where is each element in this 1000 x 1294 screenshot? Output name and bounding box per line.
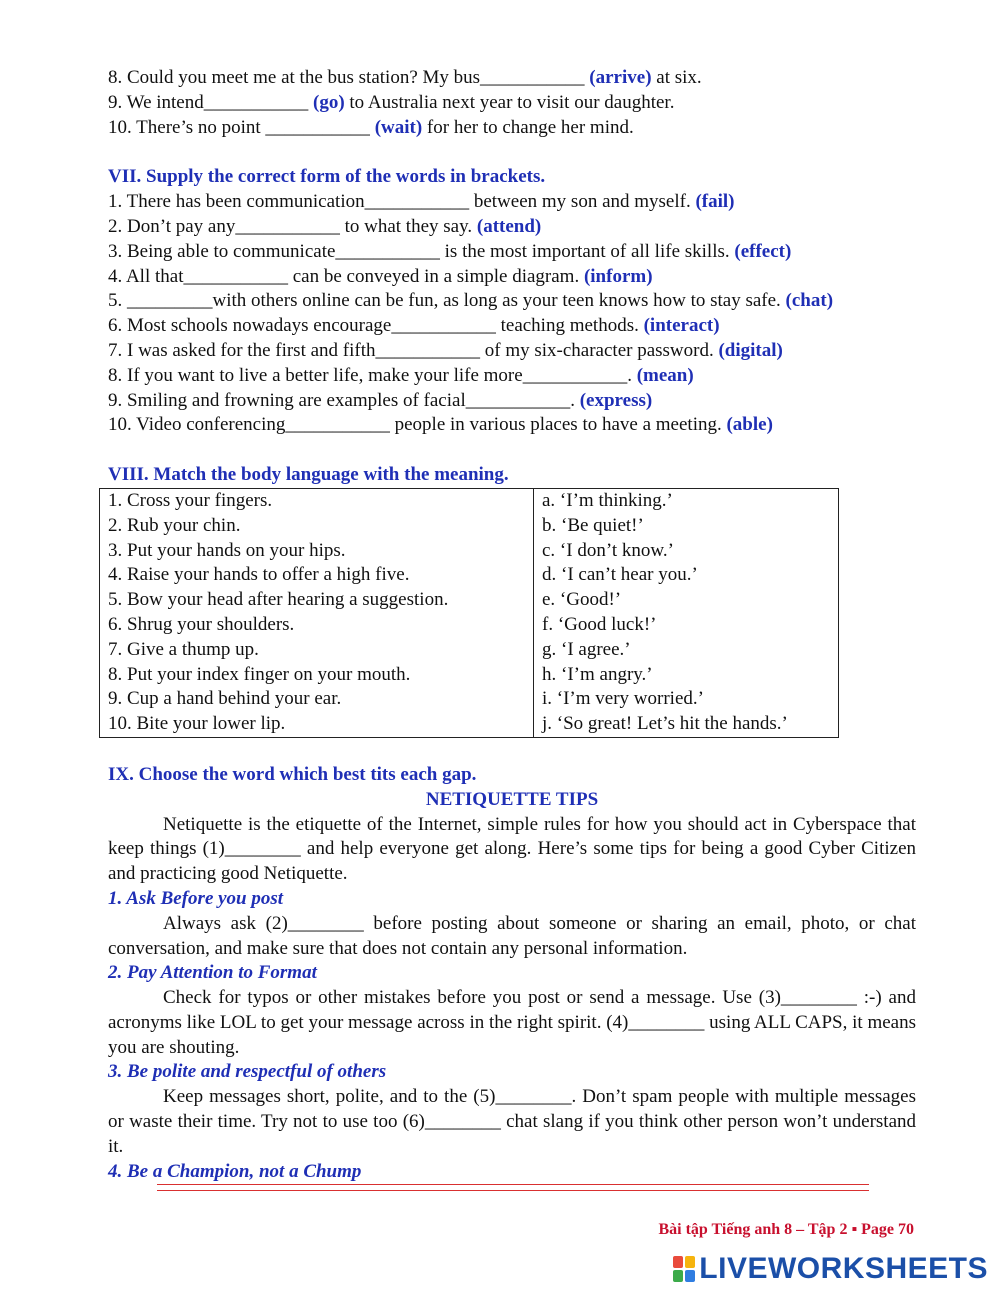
- exercise-line: 9. We intend___________ (go) to Australia next year to visit our daughter.: [108, 91, 675, 113]
- exercise-line: 7. I was asked for the first and fifth___________ of my six-character password. (digital): [108, 339, 783, 361]
- section-title: IX. Choose the word which best tits each gap.: [108, 763, 477, 785]
- meaning-item: e. ‘Good!’: [542, 589, 622, 611]
- body-language-item: 10. Bite your lower lip.: [108, 713, 286, 735]
- meaning-item: i. ‘I’m very worried.’: [542, 688, 704, 710]
- body-language-item: 3. Put your hands on your hips.: [108, 539, 346, 561]
- exercise-line: 9. Smiling and frowning are examples of facial___________. (express): [108, 389, 653, 411]
- tip-title: 2. Pay Attention to Format: [108, 962, 317, 984]
- page-footer: Bài tập Tiếng anh 8 – Tập 2 ▪ Page 70: [658, 1221, 914, 1238]
- body-language-item: 9. Cup a hand behind your ear.: [108, 688, 342, 710]
- passage-title: NETIQUETTE TIPS: [425, 788, 599, 810]
- section9: [108, 763, 916, 1185]
- passage-paragraph: Netiquette is the etiquette of the Internet, simple rules for how you should act in Cyberspace that keep things (1)________ and help everyone get along. Here’s some tips for being a good Cyber Citizen and practicing good Netiquette.: [108, 813, 916, 885]
- section6-tail: [108, 66, 916, 140]
- exercise-line: 1. There has been communication___________ between my son and myself. (fail): [108, 191, 735, 213]
- tip-title: 3. Be polite and respectful of others: [108, 1061, 387, 1083]
- section-title: VII. Supply the correct form of the words in brackets.: [108, 166, 546, 188]
- passage-paragraph: Keep messages short, polite, and to the (5)________. Don’t spam people with multiple messages or waste their time. Try not to use too (6)________ chat slang if you think other person won’t understand it.: [108, 1086, 916, 1157]
- page-separator: [157, 1184, 869, 1191]
- matching-table: [99, 488, 839, 738]
- body-language-column: [100, 488, 534, 737]
- exercise-line: 6. Most schools nowadays encourage___________ teaching methods. (interact): [108, 315, 720, 337]
- liveworksheets-icon: [673, 1256, 695, 1282]
- liveworksheets-logo[interactable]: [673, 1254, 988, 1284]
- passage-paragraph: Always ask (2)________ before posting about someone or sharing an email, photo, or chat conversation, and make sure that does not contain any personal information.: [108, 912, 916, 959]
- exercise-line: 10. There’s no point ___________ (wait) for her to change her mind.: [108, 116, 634, 138]
- meaning-column: [534, 488, 839, 737]
- meaning-item: a. ‘I’m thinking.’: [542, 489, 673, 511]
- meaning-item: h. ‘I’m angry.’: [542, 663, 653, 685]
- tip-title: 1. Ask Before you post: [108, 887, 284, 909]
- body-language-item: 1. Cross your fingers.: [108, 489, 273, 511]
- brand-name: LIVEWORKSHEETS: [699, 1252, 988, 1285]
- meaning-item: d. ‘I can’t hear you.’: [542, 564, 698, 586]
- passage-paragraph: Check for typos or other mistakes before you post or send a message. Use (3)________ :-) and acronyms like LOL to get your message across in the right spirit. (4)________ using ALL CAPS, it means you are shouting.: [108, 987, 916, 1058]
- section8: [108, 463, 916, 738]
- body-language-item: 7. Give a thump up.: [108, 638, 259, 660]
- worksheet-page: [108, 66, 916, 1184]
- exercise-line: 4. All that___________ can be conveyed in a simple diagram. (inform): [108, 265, 653, 287]
- section-title: VIII. Match the body language with the meaning.: [108, 464, 509, 486]
- body-language-item: 6. Shrug your shoulders.: [108, 613, 295, 635]
- exercise-line: 5. _________with others online can be fun, as long as your teen knows how to stay safe. (chat): [108, 290, 834, 312]
- meaning-item: g. ‘I agree.’: [542, 638, 631, 660]
- tip-title: 4. Be a Champion, not a Chump: [108, 1160, 362, 1182]
- exercise-line: 8. Could you meet me at the bus station? My bus___________ (arrive) at six.: [108, 67, 702, 88]
- meaning-item: f. ‘Good luck!’: [542, 613, 657, 635]
- meaning-item: c. ‘I don’t know.’: [542, 539, 674, 561]
- meaning-item: j. ‘So great! Let’s hit the hands.’: [542, 713, 788, 735]
- exercise-line: 10. Video conferencing___________ people in various places to have a meeting. (able): [108, 414, 773, 436]
- body-language-item: 5. Bow your head after hearing a suggestion.: [108, 589, 449, 611]
- body-language-item: 4. Raise your hands to offer a high five.: [108, 564, 410, 586]
- exercise-line: 2. Don’t pay any___________ to what they say. (attend): [108, 215, 542, 237]
- body-language-item: 8. Put your index finger on your mouth.: [108, 663, 411, 685]
- body-language-item: 2. Rub your chin.: [108, 514, 241, 536]
- exercise-line: 3. Being able to communicate___________ is the most important of all life skills. (effect): [108, 240, 792, 262]
- exercise-line: 8. If you want to live a better life, make your life more___________. (mean): [108, 364, 694, 386]
- section7: [108, 165, 916, 438]
- meaning-item: b. ‘Be quiet!’: [542, 514, 644, 536]
